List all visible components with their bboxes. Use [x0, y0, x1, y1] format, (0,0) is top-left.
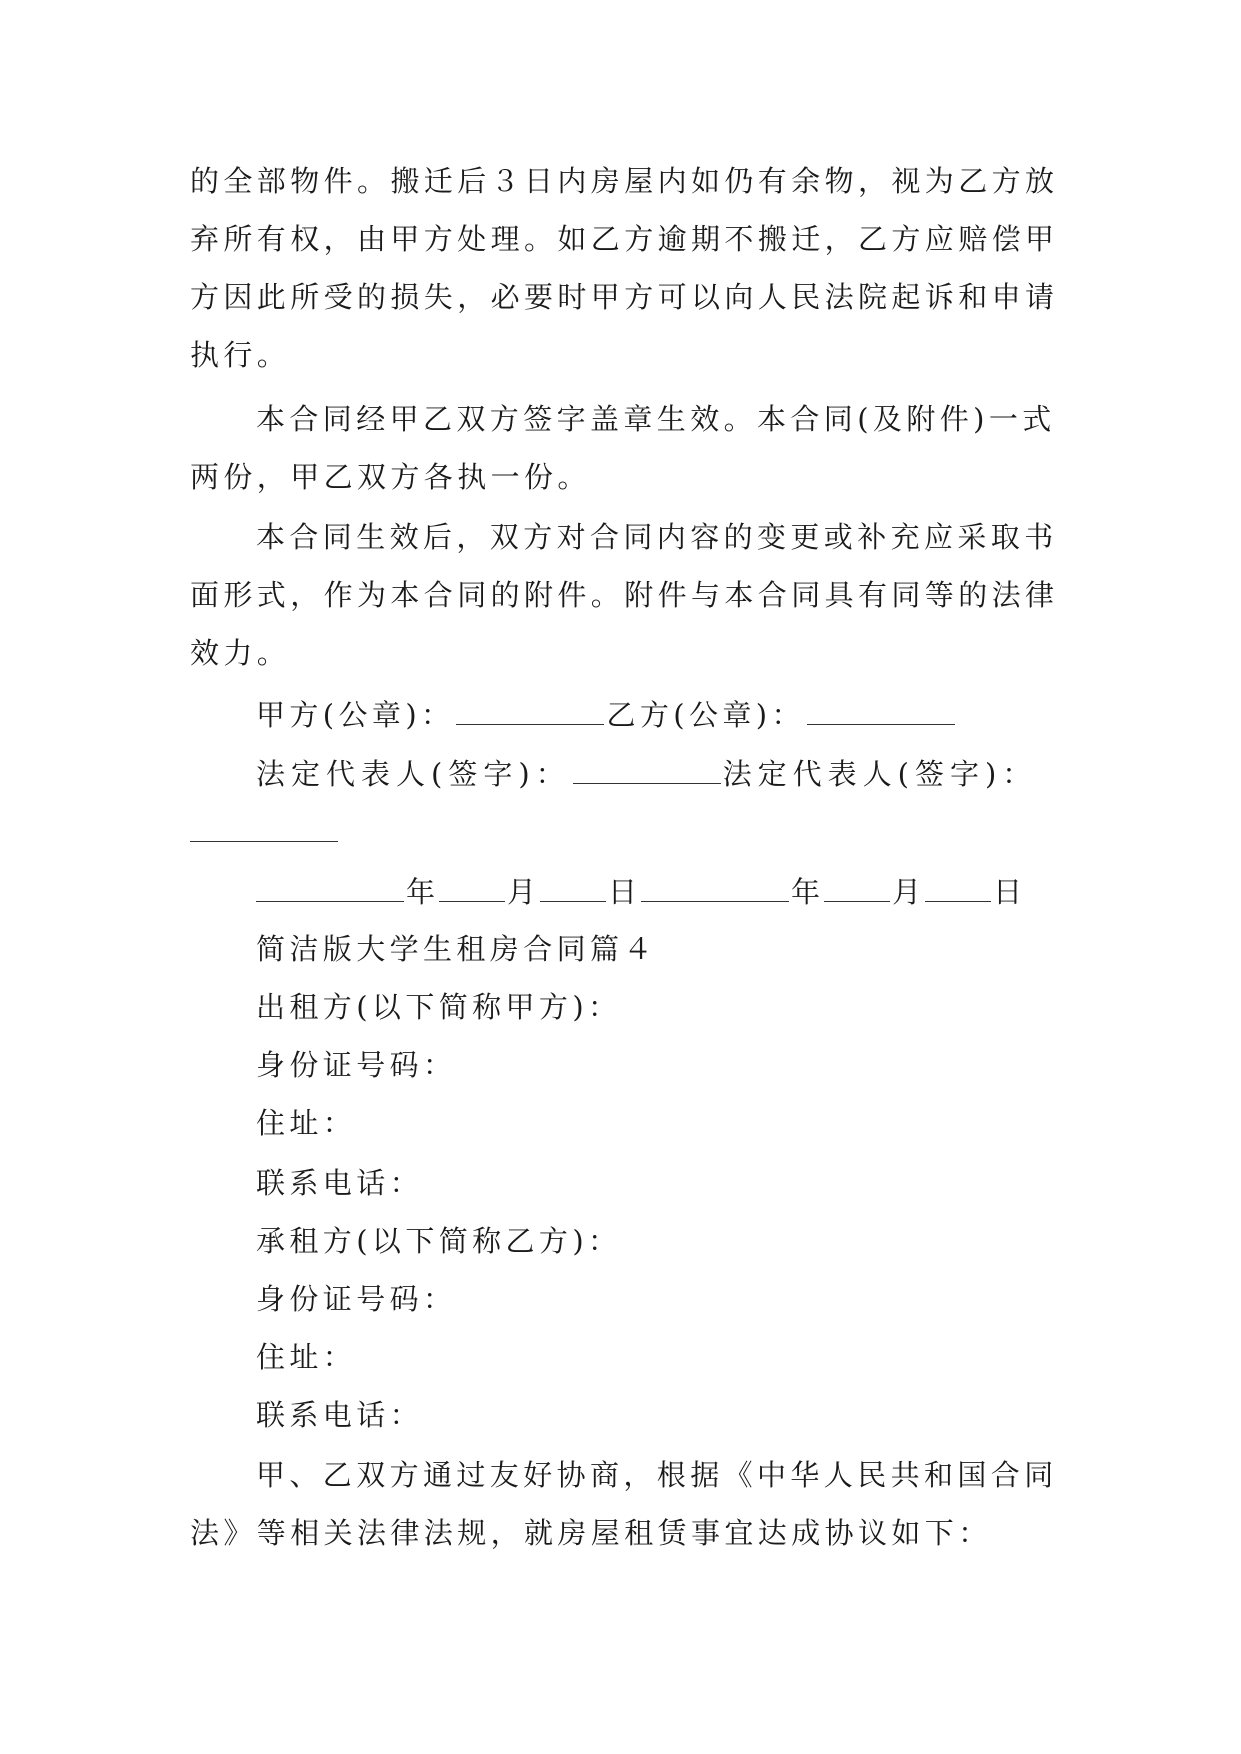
year-a-label: 年: [406, 875, 438, 909]
paragraph-line: 弃所有权，由甲方处理。如乙方逾期不搬迁，乙方应赔偿甲: [190, 222, 1059, 256]
paragraph-line: 效力。: [190, 636, 291, 670]
paragraph-line: 执行。: [190, 338, 291, 372]
party-a-seal-label: 甲方(公章)：: [256, 698, 455, 732]
month-b-blank: [824, 871, 890, 902]
lessor-id-label: 身份证号码：: [256, 1048, 457, 1082]
paragraph-line: 法》等相关法律法规，就房屋租赁事宜达成协议如下：: [190, 1516, 992, 1550]
lessee-title: 承租方(以下简称乙方)：: [256, 1224, 622, 1258]
paragraph-line: 的全部物件。搬迁后３日内房屋内如仍有余物，视为乙方放: [190, 164, 1059, 198]
day-b-blank: [925, 871, 991, 902]
lessee-phone-label: 联系电话：: [256, 1398, 424, 1432]
paragraph-line: 两份，甲乙双方各执一份。: [190, 460, 591, 494]
lessee-address-label: 住址：: [256, 1340, 357, 1374]
lessor-title: 出租方(以下简称甲方)：: [256, 990, 622, 1024]
lessee-id-label: 身份证号码：: [256, 1282, 457, 1316]
year-b-label: 年: [791, 875, 823, 909]
legal-rep-b-blank-line: [190, 811, 1050, 852]
paragraph-line: 本合同经甲乙双方签字盖章生效。本合同(及附件)一式: [256, 402, 1056, 436]
paragraph-line: 甲、乙双方通过友好协商，根据《中华人民共和国合同: [256, 1458, 1058, 1492]
party-a-seal-blank: [456, 694, 604, 725]
day-b-label: 日: [993, 875, 1025, 909]
month-a-blank: [439, 871, 505, 902]
legal-rep-b-label: 法定代表人(签字)：: [722, 757, 1038, 791]
paragraph-line: 本合同生效后，双方对合同内容的变更或补充应采取书: [256, 520, 1058, 554]
year-b-blank: [641, 871, 789, 902]
lessor-phone-label: 联系电话：: [256, 1166, 424, 1200]
legal-rep-line: [256, 753, 1116, 794]
paragraph-line: 方因此所受的损失，必要时甲方可以向人民法院起诉和申请: [190, 280, 1059, 314]
legal-rep-a-blank: [573, 753, 721, 784]
month-a-label: 月: [507, 875, 539, 909]
year-a-blank: [256, 871, 404, 902]
legal-rep-a-label: 法定代表人(签字)：: [256, 757, 571, 791]
lessor-address-label: 住址：: [256, 1106, 357, 1140]
party-b-seal-label: 乙方(公章)：: [606, 698, 805, 732]
seal-line: [256, 694, 1116, 735]
day-a-blank: [540, 871, 606, 902]
section-title: 简洁版大学生租房合同篇４: [256, 932, 657, 966]
day-a-label: 日: [608, 875, 640, 909]
legal-rep-b-blank: [190, 811, 338, 842]
paragraph-line: 面形式，作为本合同的附件。附件与本合同具有同等的法律: [190, 578, 1059, 612]
month-b-label: 月: [892, 875, 924, 909]
date-line: [256, 871, 1116, 912]
party-b-seal-blank: [807, 694, 955, 725]
